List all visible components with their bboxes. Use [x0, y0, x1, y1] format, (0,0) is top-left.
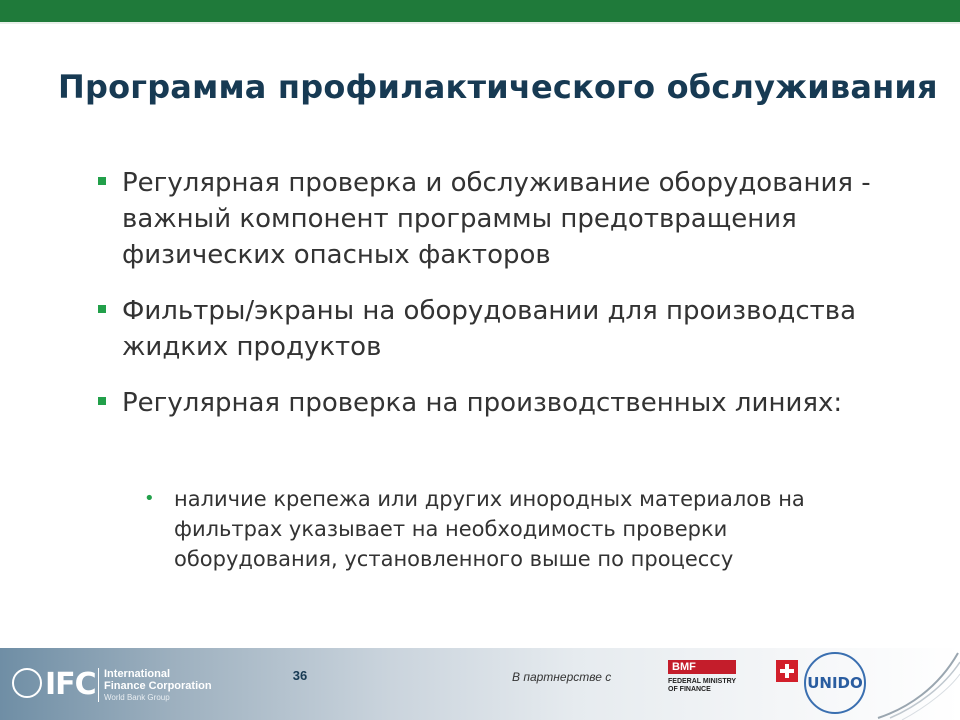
bullet-text: Регулярная проверка на производственных линиях: — [122, 388, 843, 418]
ifc-globe-icon — [12, 668, 42, 698]
top-accent-subline — [0, 22, 960, 24]
ifc-name-line2: Finance Corporation — [104, 680, 212, 692]
swoosh-decoration — [868, 648, 960, 720]
bmf-logo — [668, 660, 788, 696]
partner-text: В партнерстве с — [512, 670, 612, 684]
slide-title: Программа профилактического обслуживания — [58, 68, 938, 106]
ifc-divider — [98, 668, 99, 702]
sub-bullet-list — [140, 484, 870, 574]
bmf-label: BMF — [668, 660, 736, 674]
un-emblem-icon — [804, 652, 866, 714]
bullet-list — [96, 165, 916, 441]
ifc-logo — [12, 666, 96, 704]
top-accent-bar — [0, 0, 960, 22]
bullet-item — [96, 165, 916, 273]
ifc-name-line3: World Bank Group — [104, 693, 170, 702]
bullet-item — [96, 293, 916, 365]
ifc-name — [104, 668, 244, 704]
bmf-line2: OF FINANCE — [668, 686, 711, 693]
unido-label: UNIDO — [807, 674, 863, 692]
dot-bullet-icon: • — [144, 488, 155, 509]
bullet-item — [96, 385, 916, 421]
bullet-text: Регулярная проверка и обслуживание оборудования - важный компонент программы предотвращения физических опасных факторов — [122, 168, 871, 270]
sub-bullet-item — [140, 484, 870, 574]
ifc-logo-text: IFC — [45, 667, 96, 702]
ifc-name-line1: International — [104, 668, 171, 680]
bullet-text: Фильтры/экраны на оборудовании для производства жидких продуктов — [122, 296, 857, 362]
sub-bullet-text: наличие крепежа или других инородных материалов на фильтрах указывает на необходимость проверки оборудования, установленного выше по процессу — [174, 487, 805, 571]
page-number: 36 — [292, 668, 308, 683]
square-bullet-icon — [98, 177, 106, 185]
square-bullet-icon — [98, 397, 106, 405]
bmf-caption — [668, 678, 778, 694]
bmf-line1: FEDERAL MINISTRY — [668, 678, 737, 685]
swiss-flag-icon — [776, 660, 798, 682]
square-bullet-icon — [98, 305, 106, 313]
